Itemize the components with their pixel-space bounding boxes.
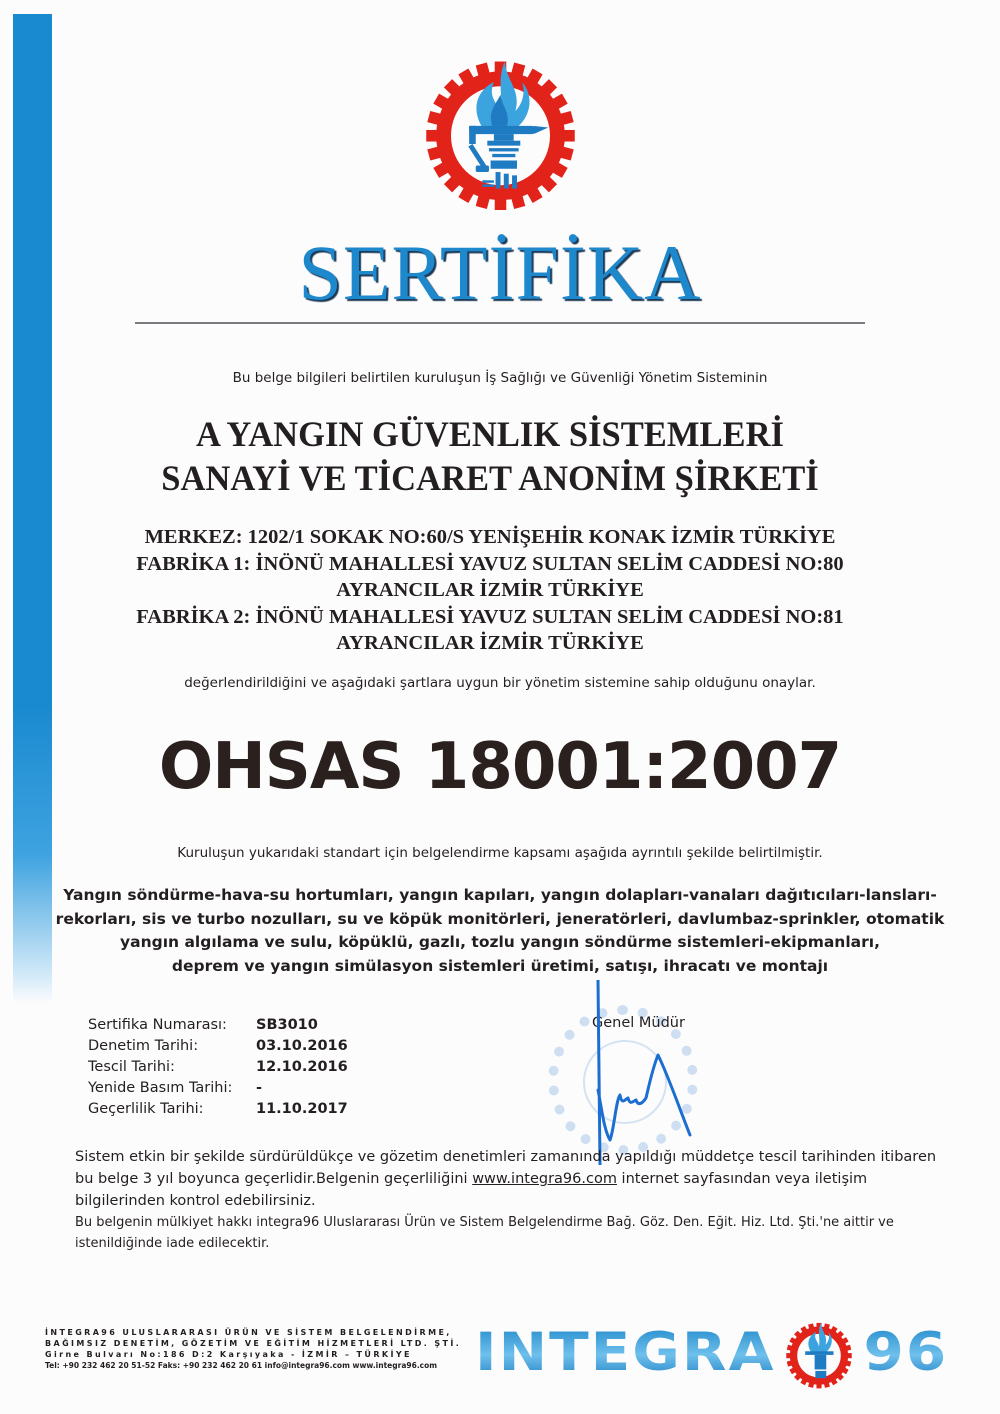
issuer-details	[45, 1327, 461, 1371]
validity-paragraph	[75, 1146, 945, 1212]
gear-tooth	[426, 130, 439, 142]
info-row-validity-date	[88, 1099, 348, 1120]
gear-tooth	[817, 1383, 822, 1389]
issuer-contact: Tel: +90 232 462 20 51-52 Faks: +90 232 462 20 61 info@integra96.com www.integra96.com	[45, 1361, 438, 1370]
scope-line: Yangın söndürme-hava-su hortumları, yangın kapıları, yangın dolapları-vanaları dağıtıcıları-lansları-	[63, 886, 937, 904]
scope-line: yangın algılama ve sulu, köpüklü, gazlı, tozlu yangın söndürme sistemleri-ekipmanları,	[120, 933, 880, 951]
scope-intro-text: Kuruluşun yukarıdaki standart için belgelendirme kapsamı aşağıda ayrıntılı şekilde belirtilmiştir.	[177, 845, 823, 861]
company-name	[72, 412, 907, 500]
info-label: Sertifika Numarası:	[88, 1017, 227, 1033]
certificate-info-table	[88, 1015, 348, 1120]
scope-line: rekorları, sis ve turbo nozulları, su ve köpük monitörleri, jeneratörleri, davlumbaz-sprinkler, otomatik	[55, 909, 945, 928]
info-label: Denetim Tarihi:	[88, 1038, 199, 1054]
gear-tooth	[495, 197, 507, 210]
address-line: AYRANCILAR İZMİR TÜRKİYE	[336, 632, 644, 654]
gear-tooth	[846, 1353, 852, 1358]
info-row-registration-date	[88, 1057, 348, 1078]
address-line: FABRİKA 2: İNÖNÜ MAHALLESİ YAVUZ SULTAN SELİM CADDESİ NO:81	[136, 605, 844, 628]
gear-tooth	[562, 130, 575, 142]
brand-text-right: 96	[863, 1321, 949, 1383]
integra96-website-link[interactable]: www.integra96.com	[472, 1171, 617, 1187]
title-divider	[135, 322, 865, 324]
info-row-reprint-date	[88, 1078, 348, 1099]
info-row-certificate-number	[88, 1015, 348, 1036]
validity-text-part-2: internet sayfasından veya iletişim bilgilerinden kontrol edebilirsiniz.	[75, 1171, 868, 1209]
scope-line: deprem ve yangın simülasyon sistemleri üretimi, satışı, ihracatı ve montajı	[171, 956, 829, 975]
info-label: Tescil Tarihi:	[88, 1059, 175, 1075]
standard-name: OHSAS 18001:2007	[158, 730, 842, 804]
integra96-small-logo-icon	[779, 1312, 859, 1392]
info-label: Geçerlilik Tarihi:	[88, 1101, 204, 1117]
integra96-logo-icon	[418, 35, 583, 220]
info-row-audit-date	[88, 1036, 348, 1057]
issuer-line: İNTEGRA96 ULUSLARARASI ÜRÜN VE SİSTEM BELGELENDİRME,	[45, 1328, 452, 1337]
address-line: FABRİKA 1: İNÖNÜ MAHALLESİ YAVUZ SULTAN SELİM CADDESİ NO:80	[136, 552, 844, 575]
gear-tooth	[787, 1353, 793, 1358]
company-name-line-2: SANAYİ VE TİCARET ANONİM ŞİRKETİ	[161, 458, 819, 498]
issuer-line: BAĞIMSIZ DENETİM, GÖZETİM VE EĞİTİM HİZMETLERİ LTD. ŞTİ.	[45, 1339, 462, 1348]
info-label: Yenide Basım Tarihi:	[88, 1080, 233, 1096]
ownership-notice: Bu belgenin mülkiyet hakkı integra96 Uluslararası Ürün ve Sistem Belgelendirme Bağ. Göz. Den. Eğit. Hiz. Ltd. Şti.'ne aittir ve istenildiğinde iade edilecektir.	[75, 1215, 894, 1251]
integra96-brand-logo	[475, 1312, 948, 1392]
validity-text-part-1: Sistem etkin bir şekilde sürdürüldükçe ve gözetim denetimleri zamanında yapıldığı müddetçe tescil tarihinden itibaren bu belge 3 yıl boyunca geçerlidir.Belgenin geçerliliğini	[75, 1149, 937, 1187]
validity-notice	[75, 1146, 945, 1254]
info-value: 12.10.2016	[256, 1059, 348, 1075]
address-line: MERKEZ: 1202/1 SOKAK NO:60/S YENİŞEHİR KONAK İZMİR TÜRKİYE	[144, 526, 836, 548]
certificate-title: SERTİFİKA	[298, 229, 702, 316]
brand-text-left: INTEGRA	[475, 1321, 776, 1383]
address-line: AYRANCILAR İZMİR TÜRKİYE	[336, 579, 644, 601]
signature-icon	[590, 980, 730, 1165]
signer-title: Genel Müdür	[592, 1015, 685, 1031]
info-value: -	[256, 1080, 263, 1096]
company-addresses	[55, 524, 925, 657]
info-value: SB3010	[256, 1017, 318, 1033]
issuer-line: Girne Bulvarı No:186 D:2 Karşıyaka - İZMİR – TÜRKİYE	[45, 1350, 412, 1359]
intro-text: Bu belge bilgileri belirtilen kuruluşun İş Sağlığı ve Güvenliği Yönetim Sisteminin	[232, 370, 768, 386]
info-value: 03.10.2016	[256, 1038, 348, 1054]
approval-text: değerlendirildiğini ve aşağıdaki şartlara uygun bir yönetim sistemine sahip olduğunu onaylar.	[184, 675, 816, 691]
certification-scope	[50, 884, 950, 978]
info-value: 11.10.2017	[256, 1101, 348, 1117]
company-name-line-1: A YANGIN GÜVENLIK SİSTEMLERİ	[196, 414, 785, 454]
